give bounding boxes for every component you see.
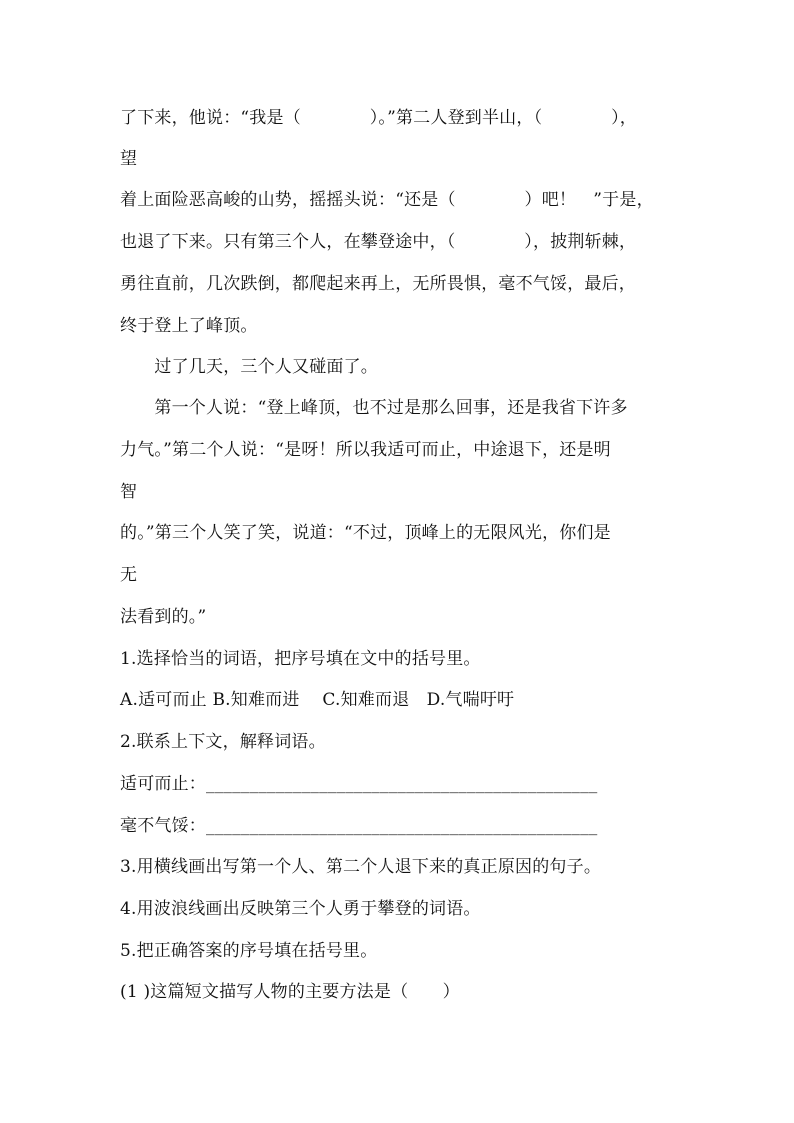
text-line: 终于登上了峰顶。 bbox=[120, 316, 258, 336]
question-3: 3.用横线画出写第一个人、第二个人退下来的真正原因的句子。 bbox=[120, 857, 602, 877]
text-line: 力气。”第二个人说：“是呀！所以我适可而止，中途退下，还是明 bbox=[120, 440, 611, 460]
text-line: 着上面险恶高峻的山势，摇摇头说：“还是（ ）吧！ ”于是， bbox=[120, 190, 654, 210]
text-line: 了下来，他说：“我是（ ）。”第二人登到半山，（ ）， bbox=[120, 108, 637, 128]
text-line: 无 bbox=[120, 565, 138, 585]
answer-line-1: 适可而止：_____________________________________________ bbox=[120, 774, 598, 794]
text-line: 也退了下来。只有第三个人，在攀登途中，（ ），披荆斩棘， bbox=[120, 232, 637, 252]
question-1: 1.选择恰当的词语，把序号填在文中的括号里。 bbox=[120, 649, 481, 669]
text-line: 法看到的。” bbox=[120, 607, 207, 627]
question-4: 4.用波浪线画出反映第三个人勇于攀登的词语。 bbox=[120, 899, 481, 919]
question-2: 2.联系上下文，解释词语。 bbox=[120, 732, 326, 752]
question-1-options: A.适可而止 B.知难而进 C.知难而退 D.气喘吁吁 bbox=[120, 690, 515, 710]
text-line: 智 bbox=[120, 482, 138, 502]
text-line: 望 bbox=[120, 149, 138, 169]
question-5-1: (1 )这篇短文描写人物的主要方法是（ ） bbox=[120, 982, 460, 1002]
text-line: 勇往直前，几次跌倒，都爬起来再上，无所畏惧，毫不气馁，最后， bbox=[120, 274, 636, 294]
text-line: 第一个人说：“登上峰顶，也不过是那么回事，还是我省下许多 bbox=[120, 398, 628, 418]
answer-line-2: 毫不气馁：_____________________________________________ bbox=[120, 816, 598, 836]
text-line: 过了几天，三个人又碰面了。 bbox=[120, 357, 378, 377]
question-5: 5.把正确答案的序号填在括号里。 bbox=[120, 941, 378, 961]
text-line: 的。”第三个人笑了笑，说道：“不过，顶峰上的无限风光，你们是 bbox=[120, 523, 611, 543]
